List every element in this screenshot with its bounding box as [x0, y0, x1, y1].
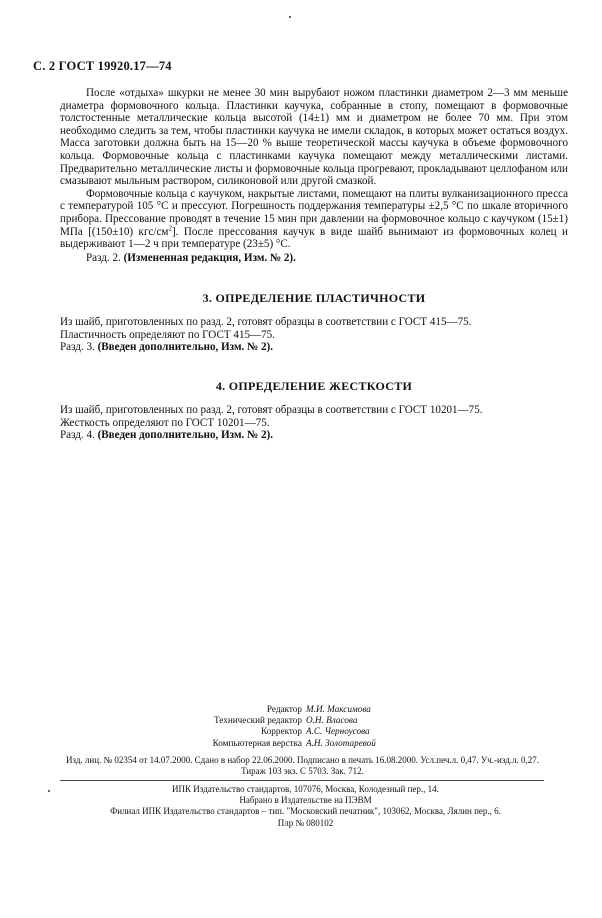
publisher-line-4: Плр № 080102 [277, 817, 334, 828]
section4-line-1: Из шайб, приготовленных по разд. 2, готовят образцы в соответствии с ГОСТ 10201—75. [60, 404, 483, 416]
scan-speck [289, 16, 291, 18]
imprint-line-1: Изд. лиц. № 02354 от 14.07.2000. Сдано в набор 22.06.2000. Подписано в печать 16.08.2000. Усл.печ.л. 0,47. Уч.-изд.л. 0,27. [65, 755, 540, 765]
credit-row-tech-editor: Технический редактор О.Н. Власова [214, 715, 358, 726]
section3-title: 3. ОПРЕДЕЛЕНИЕ ПЛАСТИЧНОСТИ [202, 291, 426, 305]
publisher-line-2: Набрано в Издательстве на ПЭВМ [239, 795, 372, 806]
intro-paragraph-2: Формовочные кольца с каучуком, накрытые листами, помещают на плиты вулканизационного пресса с температурой 105 °С и прессуют. Погрешность поддержания температуры ±2,5 °С по шкале вторичного прибора. Прессование проводят в течение 15 мин при давлении на формовочное кольцо с каучуком (15±1) МПа [(150±10) кгс/$см^2$]. После прессования каучук в виде шайб вынимают из формовочных колец и выдерживают 1—2 ч при температуре (23±5) °С. [60, 187, 568, 251]
section3-line-1: Из шайб, приготовленных по разд. 2, готовят образцы в соответствии с ГОСТ 415—75. [60, 316, 472, 328]
section3-body [60, 316, 568, 354]
imprint-line-2: Тираж 103 экз. С 5703. Зак. 712. [241, 766, 364, 776]
credits-block [0, 704, 602, 749]
publisher-line-3: Филиал ИПК Издательство стандартов – тип. "Московский печатник", 103062, Москва, Лялин пер., 6. [110, 806, 501, 817]
intro-text [60, 87, 568, 266]
divider-rule [60, 780, 544, 781]
section4-amendment: Разд. 4. (Введен дополнительно, Изм. № 2). [60, 429, 274, 442]
superscript-2: 2 [168, 223, 172, 232]
section4-line-2: Жесткость определяют по ГОСТ 10201—75. [60, 416, 270, 429]
page-header: С. 2 ГОСТ 19920.17—74 [33, 59, 172, 73]
section2-amendment: Разд. 2. (Измененная редакция, Изм. № 2). [86, 251, 296, 264]
publisher-block [40, 784, 571, 829]
credit-row-layout: Компьютерная верстка А.Н. Золотаревой [212, 737, 376, 748]
intro-paragraph-1: После «отдыха» шкурки не менее 30 мин вырубают ножом пластинки диаметром 2—3 мм меньше диаметра формовочного кольца. Пластинки каучука, собранные в стопу, помещают в формовочные толстостенные металлические кольца высотой (14±1) мм и диаметром не более 70 мм. При этом необходимо следить за тем, чтобы пластинки каучука не имели складок, в которых может остаться воздух. Масса заготовки должна быть на 15—20 % выше теоретической массы каучука в объеме формовочного кольца. Формовочные кольца с пластинками каучука помещают между металлическими листами. Предварительно металлические листы и формовочные кольца прогревают, прокладывают целлофаном или смазывают мыльным раствором, силиконовой или другой смазкой. [60, 87, 568, 188]
section3-amendment: Разд. 3. (Введен дополнительно, Изм. № 2). [60, 341, 274, 354]
section3-line-2: Пластичность определяют по ГОСТ 415—75. [60, 328, 275, 341]
credit-row-proofreader: Корректор А.С. Черноусова [261, 726, 370, 737]
section4-title: 4. ОПРЕДЕЛЕНИЕ ЖЕСТКОСТИ [215, 379, 413, 393]
imprint-block [37, 755, 568, 777]
credit-row-editor: Редактор М.И. Максимова [266, 704, 371, 714]
section4-body [60, 404, 568, 442]
publisher-line-1: ИПК Издательство стандартов, 107076, Москва, Колодезный пер., 14. [172, 784, 439, 794]
